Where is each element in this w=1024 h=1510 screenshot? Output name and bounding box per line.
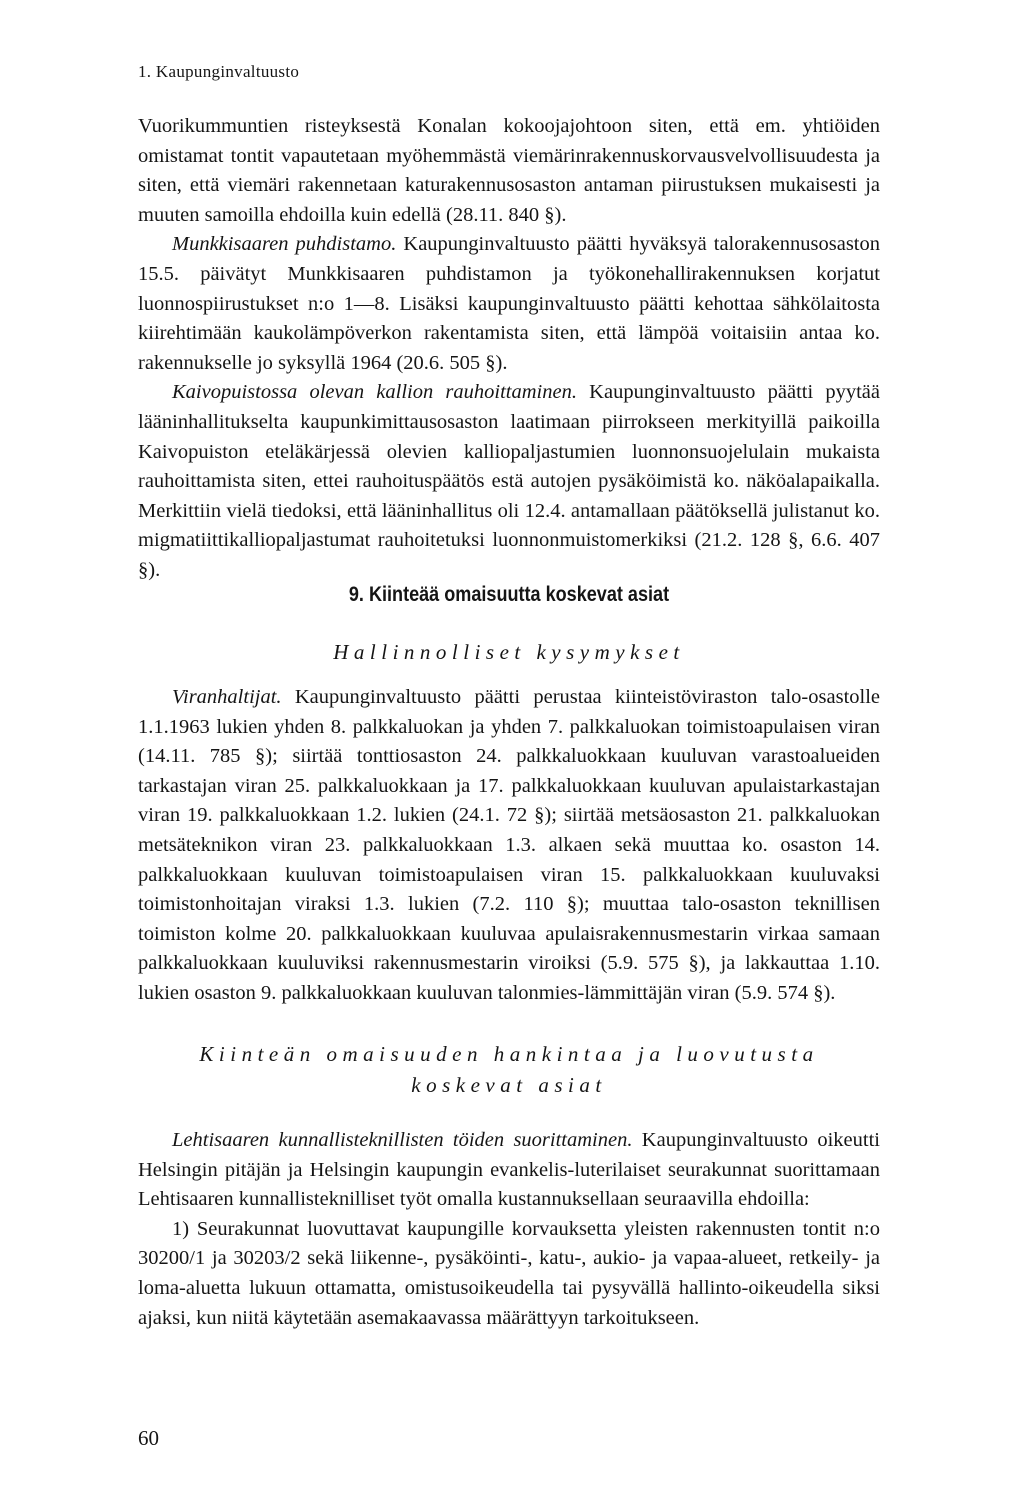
paragraph-text-munkkisaari: Kaupunginvaltuusto päätti hyväksyä talorakennusosaston 15.5. päivätyt Munkkisaaren puhdistamon ja työkonehallirakennuksen korjatut luonnospiirustukset n:o 1—8. Lisäksi kaupunginvaltuusto päätti kehottaa sähkölaitosta kiirehtimään kaukolämpöverkon rakentamista siten, että lämpöä voitaisiin antaa ko. rakennukselle jo syksyllä 1964 (20.6. 505 §). [138, 233, 880, 374]
paragraph-munkkisaari [138, 230, 880, 378]
running-header: 1. Kaupunginvaltuusto [138, 62, 300, 81]
paragraph-kaivopuisto [138, 378, 880, 585]
paragraph-continuation: Vuorikummuntien risteyksestä Konalan kokoojajohtoon siten, että em. yhtiöiden omistamat tontit vapautetaan myöhemmästä viemärinrakennuskorvausvelvollisuudesta ja siten, että viemäri rakennetaan katurakennusosaston antaman piirustuksen mukaisesti ja muuten samoilla ehdoilla kuin edellä (28.11. 840 §). [138, 115, 880, 226]
paragraph-text-viranhaltijat: Kaupunginvaltuusto päätti perustaa kiinteistöviraston talo-osastolle 1.1.1963 lukien yhden 8. palkkaluokan ja yhden 7. palkkaluokan toimistoapulaisen viran (14.11. 785 §); siirtää tonttiosaston 24. palkkaluokkaan kuuluvan varastoalueiden tarkastajan viran 25. palkkaluokkaan ja 17. palkkaluokkaan kuuluvan apulaistarkastajan viran 19. palkkaluokkaan 1.2. lukien (24.1. 72 §); siirtää metsäosaston 21. palkkaluokan metsäteknikon viran 23. palkkaluokkaan 1.3. alkaen sekä muuttaa ko. osaston 14. palkkaluokkaan kuuluvan toimistoapulaisen viran 15. palkkaluokkaan kuuluvaksi toimistonhoitajan viraksi 1.3. lukien (7.2. 110 §); muuttaa talo-osaston teknillisen toimiston kolme 20. palkkaluokkaan kuuluvaa apulaisrakennusmestarin virkaa samaan palkkaluokkaan kuuluviksi rakennusmestarin viroiksi (5.9. 575 §), ja lakkauttaa 1.10. lukien osaston 9. palkkaluokkaan kuuluvan talonmies-lämmittäjän viran (5.9. 574 §). [138, 686, 880, 1004]
section-heading: 9. Kiinteää omaisuutta koskevat asiat [348, 583, 670, 606]
paragraph-lehtisaari [138, 1126, 880, 1215]
paragraph-condition-1: 1) Seurakunnat luovuttavat kaupungille korvauksetta yleisten rakennusten tontit n:o 30200/1 ja 30203/2 sekä liikenne-, pysäköinti-, katu-, aukio- ja vapaa-alueet, retkeily- ja loma-aluetta lukuun ottamatta, omistusoikeudella tai pysyvällä hallinto-oikeudella siksi ajaksi, kun niitä käytetään asemakaavassa määrättyyn tarkoitukseen. [138, 1217, 880, 1329]
paragraph-text-kaivopuisto: Kaupunginvaltuusto päätti pyytää lääninhallitukselta kaupunkimittausosaston laatimaan piirrokseen merkityillä paikoilla Kaivopuiston eteläkärjessä olevien kalliopaljastumien luonnonsuojelulain mukaista rauhoittamista siten, ettei rauhoituspäätös estä autojen pysäköimistä ko. näköalapaikalla. Merkittiin vielä tiedoksi, että lääninhallitus oli 12.4. antamallaan päätöksellä julistanut ko. migmatiittikalliopaljastumat rauhoitetuksi luonnonmuistomerkiksi (21.2. 128 §, 6.6. 407 §). [138, 381, 880, 581]
paragraph-viranhaltijat [138, 683, 880, 1009]
paragraph-lead-munkkisaari: Munkkisaaren puhdistamo. [172, 233, 397, 256]
text-block-3 [138, 1126, 880, 1333]
subheading-administrative: Hallinnolliset kysymykset [333, 640, 685, 664]
paragraph-lead-kaivopuisto: Kaivopuistossa olevan kallion rauhoittaminen. [172, 381, 577, 404]
page-number: 60 [138, 1426, 159, 1450]
text-block-1 [138, 112, 880, 586]
paragraph-lead-viranhaltijat: Viranhaltijat. [172, 686, 282, 708]
text-block-2 [138, 683, 880, 1009]
paragraph-lead-lehtisaari: Lehtisaaren kunnallisteknillisten töiden suorittaminen. [172, 1129, 633, 1151]
paragraph-text-lehtisaari: Kaupunginvaltuusto oikeutti Helsingin pitäjän ja Helsingin kaupungin evankelis-luterilaiset seurakunnat suorittamaan Lehtisaaren kunnallisteknilliset työt omalla kustannuksellaan seuraavilla ehdoilla: [138, 1129, 880, 1211]
subheading-property-line1: Kiinteän omaisuuden hankintaa ja luovutusta [199, 1042, 819, 1066]
subheading-property [138, 1039, 880, 1101]
subheading-property-line2: koskevat asiat [411, 1073, 607, 1097]
